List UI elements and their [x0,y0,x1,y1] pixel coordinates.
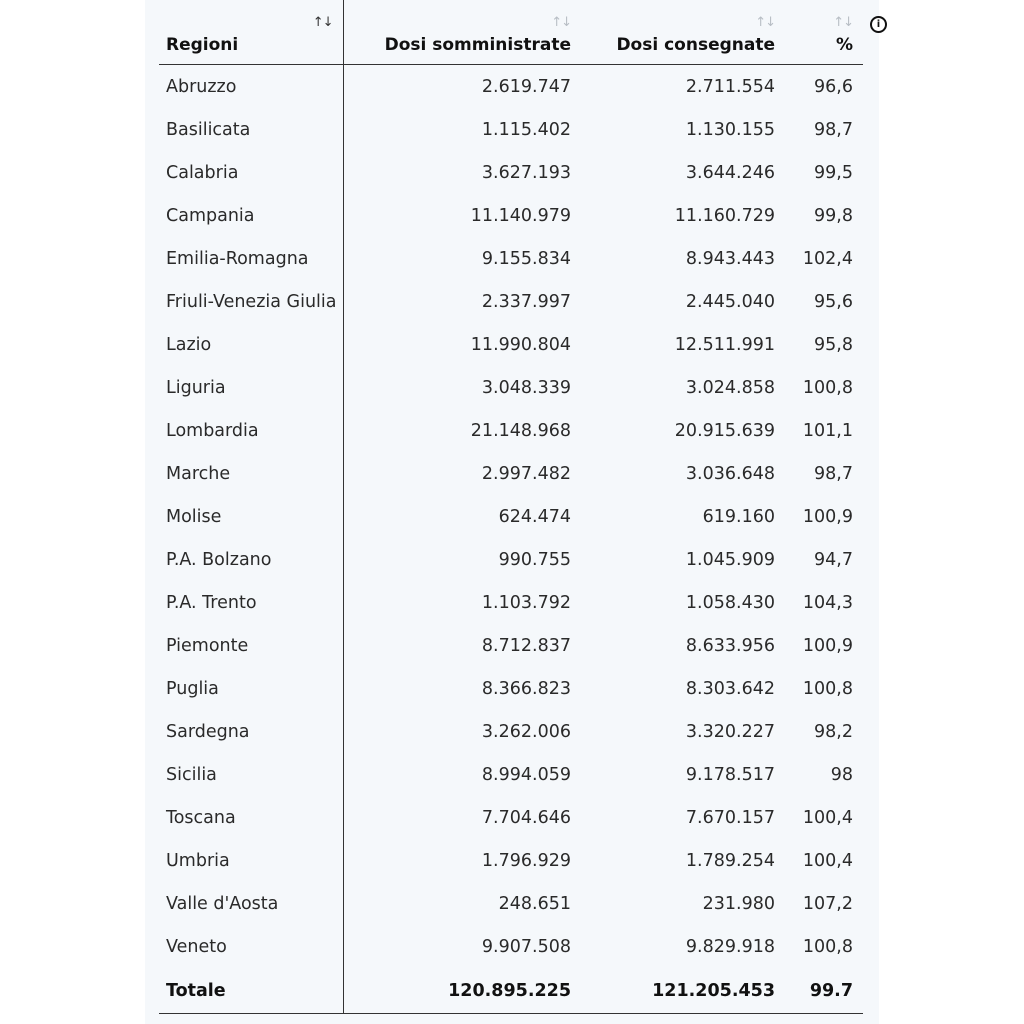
cell-dosi-somministrate: 8.712.837 [481,635,571,656]
cell-percent: 100,4 [802,807,853,828]
cell-dosi-somministrate: 8.994.059 [481,764,571,785]
table-row [159,151,863,194]
cell-dosi-consegnate: 2.445.040 [685,291,775,312]
cell-region: Basilicata [159,108,343,151]
cell-region: P.A. Trento [159,581,343,624]
column-header-label: % [835,35,853,55]
vaccine-doses-table [159,0,863,1014]
sort-arrows-icon[interactable]: ↑↓ [312,15,333,30]
cell-percent: 95,6 [814,291,853,312]
cell-region: Lazio [159,323,343,366]
column-header-dosi-consegnate[interactable] [581,0,785,65]
cell-dosi-somministrate: 120.895.225 [343,968,581,1014]
table-row [159,323,863,366]
cell-dosi-somministrate: 1.796.929 [481,850,571,871]
cell-percent: 98 [830,764,853,785]
cell-dosi-consegnate: 121.205.453 [581,968,785,1014]
cell-percent: 100,8 [802,678,853,699]
table-row [159,839,863,882]
cell-percent: 94,7 [814,549,853,570]
column-header-label: Regioni [166,35,239,55]
cell-percent: 107,2 [802,893,853,914]
table-row [159,624,863,667]
cell-percent: 100,8 [802,377,853,398]
cell-percent: 100,9 [802,635,853,656]
cell-dosi-consegnate: 619.160 [702,506,775,527]
cell-dosi-consegnate: 1.130.155 [685,119,775,140]
table-row [159,366,863,409]
cell-region: Umbria [159,839,343,882]
cell-dosi-somministrate: 8.366.823 [481,678,571,699]
column-header-label: Dosi somministrate [384,35,571,55]
cell-region: Piemonte [159,624,343,667]
cell-region: P.A. Bolzano [159,538,343,581]
cell-percent: 102,4 [802,248,853,269]
cell-dosi-somministrate: 3.048.339 [481,377,571,398]
cell-dosi-somministrate: 21.148.968 [470,420,571,441]
cell-dosi-consegnate: 9.829.918 [685,936,775,957]
cell-region: Emilia-Romagna [159,237,343,280]
cell-dosi-consegnate: 231.980 [702,893,775,914]
table-row [159,710,863,753]
cell-dosi-somministrate: 7.704.646 [481,807,571,828]
table-row [159,667,863,710]
cell-dosi-consegnate: 3.036.648 [685,463,775,484]
table-row [159,194,863,237]
cell-dosi-somministrate: 248.651 [498,893,571,914]
table-row [159,581,863,624]
cell-percent: 104,3 [802,592,853,613]
cell-percent: 101,1 [802,420,853,441]
column-header-regioni[interactable] [159,0,343,65]
cell-region: Valle d'Aosta [159,882,343,925]
cell-region: Sicilia [159,753,343,796]
cell-region: Toscana [159,796,343,839]
table-body [159,65,863,1014]
cell-dosi-somministrate: 1.103.792 [481,592,571,613]
cell-dosi-somministrate: 9.155.834 [481,248,571,269]
cell-region: Marche [159,452,343,495]
table-row [159,108,863,151]
table-row [159,925,863,968]
cell-dosi-consegnate: 1.789.254 [685,850,775,871]
cell-dosi-consegnate: 11.160.729 [674,205,775,226]
cell-dosi-somministrate: 2.337.997 [481,291,571,312]
cell-dosi-consegnate: 3.024.858 [685,377,775,398]
cell-dosi-consegnate: 9.178.517 [685,764,775,785]
column-header-percent[interactable] [785,0,863,65]
cell-dosi-consegnate: 1.058.430 [685,592,775,613]
cell-dosi-consegnate: 3.320.227 [685,721,775,742]
cell-dosi-consegnate: 2.711.554 [685,76,775,97]
cell-dosi-consegnate: 12.511.991 [674,334,775,355]
cell-dosi-somministrate: 624.474 [498,506,571,527]
cell-region: Calabria [159,151,343,194]
table-row [159,495,863,538]
cell-percent: 100,9 [802,506,853,527]
table-row [159,882,863,925]
cell-dosi-consegnate: 20.915.639 [674,420,775,441]
cell-dosi-somministrate: 990.755 [498,549,571,570]
cell-percent: 98,7 [814,119,853,140]
cell-region: Totale [159,968,343,1014]
info-icon[interactable] [870,16,887,33]
cell-percent: 100,4 [802,850,853,871]
cell-percent: 99.7 [785,968,863,1014]
sort-arrows-icon[interactable]: ↑↓ [833,15,853,30]
column-header-label: Dosi consegnate [616,35,775,55]
cell-dosi-consegnate: 1.045.909 [685,549,775,570]
table-row [159,796,863,839]
table-header-row [159,0,863,65]
cell-dosi-consegnate: 3.644.246 [685,162,775,183]
cell-dosi-somministrate: 11.990.804 [470,334,571,355]
table-row [159,65,863,109]
sort-arrows-icon[interactable]: ↑↓ [551,15,571,30]
table-row [159,409,863,452]
cell-dosi-somministrate: 2.619.747 [481,76,571,97]
cell-dosi-somministrate: 3.627.193 [481,162,571,183]
cell-dosi-consegnate: 8.303.642 [685,678,775,699]
column-header-dosi-somministrate[interactable] [343,0,581,65]
cell-region: Veneto [159,925,343,968]
cell-region: Abruzzo [159,65,343,109]
cell-region: Campania [159,194,343,237]
cell-region: Puglia [159,667,343,710]
cell-region: Liguria [159,366,343,409]
info-icon-glyph: i [876,18,881,30]
cell-dosi-consegnate: 7.670.157 [685,807,775,828]
cell-percent: 99,5 [814,162,853,183]
cell-dosi-somministrate: 11.140.979 [470,205,571,226]
cell-percent: 98,2 [814,721,853,742]
table-row [159,280,863,323]
cell-region: Friuli-Venezia Giulia [159,280,343,323]
cell-dosi-consegnate: 8.633.956 [685,635,775,656]
cell-region: Molise [159,495,343,538]
cell-percent: 95,8 [814,334,853,355]
table-total-row [159,968,863,1014]
sort-arrows-icon[interactable]: ↑↓ [755,15,775,30]
cell-dosi-somministrate: 2.997.482 [481,463,571,484]
cell-percent: 100,8 [802,936,853,957]
cell-percent: 99,8 [814,205,853,226]
table-row [159,753,863,796]
cell-dosi-somministrate: 1.115.402 [481,119,571,140]
cell-region: Lombardia [159,409,343,452]
cell-percent: 96,6 [814,76,853,97]
cell-percent: 98,7 [814,463,853,484]
cell-dosi-somministrate: 9.907.508 [481,936,571,957]
table-row [159,538,863,581]
cell-dosi-somministrate: 3.262.006 [481,721,571,742]
table-row [159,452,863,495]
cell-region: Sardegna [159,710,343,753]
table-row [159,237,863,280]
cell-dosi-consegnate: 8.943.443 [685,248,775,269]
table-container [159,0,863,1014]
